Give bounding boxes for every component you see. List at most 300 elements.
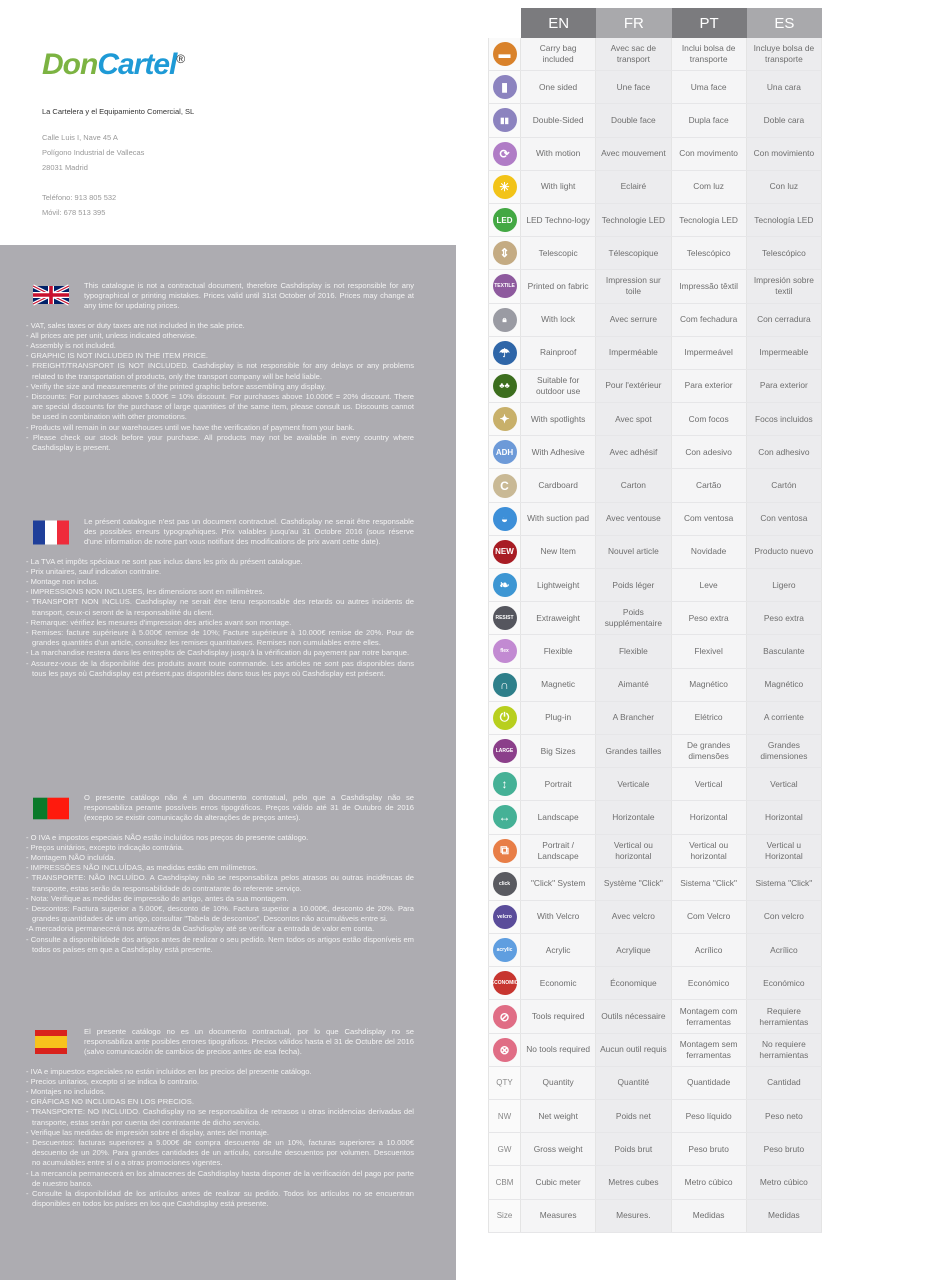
column-header: PT	[672, 8, 747, 38]
icon-cell	[488, 868, 521, 900]
notice-intro: This catalogue is not a contractual document, therefore Cashdisplay is not responsible for any typographical or printing mistakes. Prices valid until 31st October of 2016. Prices may change at any time for updating prices.	[84, 281, 414, 311]
cell-fr: Poids supplémentaire	[596, 602, 671, 634]
icon-cell	[488, 138, 521, 170]
cell-pt: Com luz	[672, 171, 747, 203]
notice-item: - Verifique las medidas de impresión sobre el display, antes del montaje.	[26, 1127, 269, 1137]
notice-item: - FREIGHT/TRANSPORT IS NOT INCLUDED. Cashdisplay is not responsible for any delays or any problems related to the transportation of products, only the transport company will be held liable.	[26, 361, 414, 381]
cell-fr: Acrylique	[596, 934, 671, 966]
cell-en: New Item	[521, 536, 596, 568]
cell-en: No tools required	[521, 1034, 596, 1066]
cell-en: Extraweight	[521, 602, 596, 634]
cell-en: Measures	[521, 1200, 596, 1232]
cell-fr: Double face	[596, 104, 671, 136]
table-row	[488, 270, 822, 303]
cell-es: Doble cara	[747, 104, 822, 136]
one-sided-icon: ▮	[493, 75, 517, 99]
address-line: Calle Luis I, Nave 45 A	[42, 133, 118, 142]
cell-es: Producto nuevo	[747, 536, 822, 568]
table-row	[488, 967, 822, 1000]
telescopic-icon: ⇕	[493, 241, 517, 265]
table-row	[488, 1166, 822, 1199]
cell-fr: Imperméable	[596, 337, 671, 369]
cell-en: Flexible	[521, 635, 596, 667]
icon-cell	[488, 1100, 521, 1132]
cell-pt: Medidas	[672, 1200, 747, 1232]
cell-pt: Cartão	[672, 469, 747, 501]
row-abbreviation: GW	[497, 1144, 512, 1154]
address-line: 28031 Madrid	[42, 163, 88, 172]
cell-pt: Sistema "Click"	[672, 868, 747, 900]
icon-cell	[488, 304, 521, 336]
icon-cell	[488, 503, 521, 535]
double-sided-icon: ▮▮	[493, 108, 517, 132]
notice-item: - TRANSPORTE: NO INCLUIDO. Cashdisplay no se responsabiliza de retrasos u otras incidencias derivadas del transporte, estas serán por cuenta del contratante de dicho servicio.	[26, 1107, 414, 1127]
notice-item: - IMPRESSIONS NON INCLUSES, les dimensions sont en millimètres.	[26, 587, 265, 597]
spain-flag	[33, 1030, 69, 1055]
icon-cell	[488, 337, 521, 369]
table-header	[521, 8, 822, 38]
cell-es: A corriente	[747, 702, 822, 734]
rotate-icon: ⧉	[493, 839, 517, 863]
cell-es: Con luz	[747, 171, 822, 203]
textile-icon: TEXTILE	[493, 274, 517, 298]
landscape-icon: ↔	[493, 805, 517, 829]
table-row	[488, 171, 822, 204]
icon-cell	[488, 835, 521, 867]
notice-item: - Precios unitarios, excepto si se indica lo contrario.	[26, 1076, 200, 1086]
table-row	[488, 1200, 822, 1233]
table-row	[488, 204, 822, 237]
icon-cell	[488, 436, 521, 468]
cell-en: With spotlights	[521, 403, 596, 435]
cell-es: Ligero	[747, 569, 822, 601]
icon-cell	[488, 901, 521, 933]
led-icon: LED	[493, 208, 517, 232]
cell-en: Lightweight	[521, 569, 596, 601]
cell-es: Focos incluidos	[747, 403, 822, 435]
cell-en: Quantity	[521, 1067, 596, 1099]
table-row	[488, 503, 822, 536]
cell-fr: Grandes tailles	[596, 735, 671, 767]
cell-es: Incluye bolsa de transporte	[747, 38, 822, 70]
cell-fr: Impression sur toile	[596, 270, 671, 302]
cell-fr: Mesures.	[596, 1200, 671, 1232]
address	[42, 130, 144, 175]
cell-en: Carry bag included	[521, 38, 596, 70]
column-header: FR	[596, 8, 671, 38]
cell-pt: Novidade	[672, 536, 747, 568]
icon-cell	[488, 569, 521, 601]
icon-cell	[488, 536, 521, 568]
doncartel-logo	[42, 48, 184, 82]
cell-fr: Aucun outil requis	[596, 1034, 671, 1066]
icon-cell	[488, 204, 521, 236]
cell-fr: Avec velcro	[596, 901, 671, 933]
cell-pt: Peso líquido	[672, 1100, 747, 1132]
cell-fr: Avec serrure	[596, 304, 671, 336]
icon-cell	[488, 669, 521, 701]
terms-panel	[0, 245, 456, 1280]
cell-en: With lock	[521, 304, 596, 336]
acrylic-icon: acrylic	[493, 938, 517, 962]
notice-item: - Please check our stock before your purchase. All products may not be available in every country where Cashdisplay is present.	[26, 432, 414, 453]
notice-item: - IVA e impuestos especiales no están incluidos en los precios del presente catálogo.	[26, 1066, 312, 1076]
table-row	[488, 901, 822, 934]
notice-item: - Prix unitaires, sauf indication contraire.	[26, 566, 162, 576]
icon-cell	[488, 967, 521, 999]
cell-pt: Vertical	[672, 768, 747, 800]
cell-es: Con ventosa	[747, 503, 822, 535]
cell-pt: Com focos	[672, 403, 747, 435]
icon-cell	[488, 1067, 521, 1099]
notice-es	[26, 1027, 414, 1209]
cell-fr: Metres cubes	[596, 1166, 671, 1198]
column-header: ES	[747, 8, 822, 38]
cell-en: Telescopic	[521, 237, 596, 269]
cell-pt: Vertical ou horizontal	[672, 835, 747, 867]
cell-pt: Leve	[672, 569, 747, 601]
cell-fr: Une face	[596, 71, 671, 103]
france-flag	[33, 520, 69, 545]
cell-pt: Peso extra	[672, 602, 747, 634]
resist-icon: RESIST	[493, 606, 517, 630]
notice-item: - GRÁFICAS NO INCLUIDAS EN LOS PRECIOS.	[26, 1097, 194, 1107]
notice-intro: El presente catálogo no es un documento contractual, por lo que Cashdisplay no se responsabiliza ante posibles errores tipográficos. Precios válidos hasta el 31 de Octubre del 2016 (salvo comunicación de cambios de precios antes de esa fecha).	[84, 1027, 414, 1057]
company-name: La Cartelera y el Equipamiento Comercial, SL	[42, 107, 195, 116]
cell-pt: Peso bruto	[672, 1133, 747, 1165]
notice-item: - Descontos: Factura superior a 5.000€, desconto de 10%. Factura superior a 10.000€, desconto de 20%. Para grandes quantidades de um artigo, consultar "Tabela de descontos". Descontos não acumuláveis entre si.	[26, 904, 414, 924]
notice-item: - Verifiy the size and measurements of the printed graphic before assembling any display.	[26, 381, 326, 391]
cell-pt: Montagem com ferramentas	[672, 1000, 747, 1032]
cell-pt: Com ventosa	[672, 503, 747, 535]
notice-item: - Assembly is not included.	[26, 341, 116, 351]
cell-fr: Technologie LED	[596, 204, 671, 236]
icon-cell	[488, 171, 521, 203]
table-row	[488, 237, 822, 270]
notice-item: - Nota: Verifique as medidas de impressão do artigo, antes da sua montagem.	[26, 893, 289, 903]
cell-en: Double-Sided	[521, 104, 596, 136]
address-line: Polígono Industrial de Vallecas	[42, 148, 145, 157]
cell-fr: Flexible	[596, 635, 671, 667]
cell-es: Metro cúbico	[747, 1166, 822, 1198]
click-icon: click	[493, 872, 517, 896]
cell-fr: Verticale	[596, 768, 671, 800]
notice-item: - GRAPHIC IS NOT INCLUDED IN THE ITEM PRICE.	[26, 351, 208, 361]
table-row	[488, 702, 822, 735]
row-abbreviation: CBM	[495, 1177, 514, 1187]
cell-fr: Poids brut	[596, 1133, 671, 1165]
notice-item: - VAT, sales taxes or duty taxes are not included in the sale price.	[26, 320, 245, 330]
cell-en: With suction pad	[521, 503, 596, 535]
column-header: EN	[521, 8, 596, 38]
notice-list	[26, 321, 414, 454]
table-row	[488, 835, 822, 868]
icon-cell	[488, 1200, 521, 1232]
table-row	[488, 735, 822, 768]
row-abbreviation: Size	[496, 1211, 513, 1221]
cell-en: Portrait / Landscape	[521, 835, 596, 867]
icon-cell	[488, 38, 521, 70]
notice-item: - Montajes no incluidos.	[26, 1087, 106, 1097]
icon-cell	[488, 469, 521, 501]
cell-pt: Quantidade	[672, 1067, 747, 1099]
notice-item: - Consulte la disponibilidad de los artículos antes de realizar su pedido. Todos los artículos no se encuentran disponibles en todos los países en los que Cashdisplay está presente.	[26, 1189, 414, 1209]
table-row	[488, 370, 822, 403]
cell-fr: Économique	[596, 967, 671, 999]
notice-item: - TRANSPORTE: NÃO INCLUÍDO. A Cashdisplay não se responsabiliza pelos atrasos ou outras incidêncas de transporte, estas serão da responsabilidade do contratante do referente serviço.	[26, 873, 414, 893]
table-row	[488, 768, 822, 801]
table-row	[488, 1067, 822, 1100]
icon-cell	[488, 702, 521, 734]
cell-es: Basculante	[747, 635, 822, 667]
table-row	[488, 569, 822, 602]
logo-text-a: Don	[42, 48, 98, 81]
table-row	[488, 801, 822, 834]
cell-es: Magnético	[747, 669, 822, 701]
notice-item: - Montagem NÃO incluída.	[26, 853, 116, 863]
icon-cell	[488, 768, 521, 800]
cell-fr: Carton	[596, 469, 671, 501]
icon-cell	[488, 934, 521, 966]
table-row	[488, 635, 822, 668]
cell-pt: Impermeável	[672, 337, 747, 369]
notice-list	[26, 1067, 414, 1210]
notice-item: - Consulte a disponibilidade dos artigos antes de realizar o seu pedido. Nem todos os artigos estão disponíveis em todos os países em que a Cashdisplay está presente.	[26, 934, 414, 954]
cell-pt: Tecnologia LED	[672, 204, 747, 236]
cell-fr: Horizontale	[596, 801, 671, 833]
table-row	[488, 337, 822, 370]
cell-en: Landscape	[521, 801, 596, 833]
cell-es: Cantidad	[747, 1067, 822, 1099]
table-body	[488, 38, 822, 1233]
registered-mark: ®	[176, 52, 185, 66]
notice-item: - Assurez-vous de la disponibilité des produits avant toute commande. Les articles ne sont pas disponibles dans tous les pays où Cashdisplay est présent.pas disponibles dans tous les pays où Cashdisplay est présent.	[26, 658, 414, 678]
cell-en: Suitable for outdoor use	[521, 370, 596, 402]
icon-cell	[488, 801, 521, 833]
cell-pt: Impressão têxtil	[672, 270, 747, 302]
cell-en: With motion	[521, 138, 596, 170]
icon-cell	[488, 237, 521, 269]
notice-intro: Le présent catalogue n'est pas un document contractuel. Cashdisplay ne serait être responsable des possibles erreurs typographiques. Prix valables jusqu'au 31 Octobre 2016 (sous réserve d'une information de notre part vous notifiant des modifications de prix avant cette date).	[84, 517, 414, 547]
notice-pt	[26, 793, 414, 955]
icon-cell	[488, 602, 521, 634]
table-row	[488, 138, 822, 171]
notice-item: - Montage non inclus.	[26, 577, 99, 587]
telephone: Teléfono: 913 805 532	[42, 193, 117, 202]
cell-es: Peso bruto	[747, 1133, 822, 1165]
notice-item: - Discounts: For purchases above 5.000€ = 10% discount. For purchases above 10.000€ = 20% discount. There are special discounts for the purchase of large quantities of the same item, please consult us. Discounts cannot be used in combination with other promotions.	[26, 392, 414, 422]
cell-es: Peso neto	[747, 1100, 822, 1132]
cell-es: Una cara	[747, 71, 822, 103]
cell-es: Vertical u Horizontal	[747, 835, 822, 867]
cell-pt: Con movimento	[672, 138, 747, 170]
uk-flag	[33, 284, 69, 309]
cell-fr: Eclairé	[596, 171, 671, 203]
cell-en: Big Sizes	[521, 735, 596, 767]
notice-item: - Remises: facture supérieure à 5.000€ remise de 10%; Facture supérieure à 10.000€ remise de 20%. Pour de grandes quantités d'un article, consultez les remises quantitatives. Remises non cumulables entre elles.	[26, 628, 414, 648]
table-row	[488, 71, 822, 104]
notice-item: - Products will remain in our warehouses until we have the verification of payment from your bank.	[26, 422, 355, 432]
cell-pt: Acrílico	[672, 934, 747, 966]
cell-pt: Dupla face	[672, 104, 747, 136]
new-icon: NEW	[493, 540, 517, 564]
cardboard-icon: C	[493, 474, 517, 498]
cell-en: With Adhesive	[521, 436, 596, 468]
mobile: Móvil: 678 513 395	[42, 208, 106, 217]
motion-icon: ⟳	[493, 142, 517, 166]
cell-en: With light	[521, 171, 596, 203]
notice-item: - Descuentos: facturas superiores a 5.000€ de compra descuento de un 10%, facturas superiores a 10.000€ descuento de un 20%. Para grandes cantidades de un artículo, consulte descuentos por volumen. Descuentos no acumulables entre sí o a otras promociones vigentes.	[26, 1138, 414, 1168]
cell-es: Vertical	[747, 768, 822, 800]
notice-item: - Preços unitários, excepto indicação contrária.	[26, 842, 184, 852]
row-abbreviation: QTY	[496, 1078, 513, 1088]
trees-icon: ♣♣	[493, 374, 517, 398]
icon-cell	[488, 735, 521, 767]
logo-text-b: Cartel	[97, 48, 177, 81]
cell-fr: Nouvel article	[596, 536, 671, 568]
cell-pt: Magnético	[672, 669, 747, 701]
cell-en: "Click" System	[521, 868, 596, 900]
flex-icon: flex	[493, 639, 517, 663]
cell-pt: Con adesivo	[672, 436, 747, 468]
notice-item: - O IVA e impostos especiais NÃO estão incluídos nos preços do presente catálogo.	[26, 832, 309, 842]
cell-es: Acrílico	[747, 934, 822, 966]
portrait-icon: ↕	[493, 772, 517, 796]
cell-pt: Metro cúbico	[672, 1166, 747, 1198]
notice-item: - La TVA et impôts spéciaux ne sont pas inclus dans les prix du présent catalogue.	[26, 556, 303, 566]
cell-es: Con velcro	[747, 901, 822, 933]
spotlight-icon: ✦	[493, 407, 517, 431]
notice-item: -A mercadoria permanecerá nos armazéns da Cashdisplay até se verificar a entrada de valor em conta.	[26, 924, 375, 934]
feather-icon: ❧	[493, 573, 517, 597]
cell-en: Rainproof	[521, 337, 596, 369]
icon-cell	[488, 104, 521, 136]
cell-es: Impresión sobre textil	[747, 270, 822, 302]
cell-es: Con adhesivo	[747, 436, 822, 468]
velcro-icon: velcro	[493, 905, 517, 929]
table-row	[488, 868, 822, 901]
table-row	[488, 669, 822, 702]
cell-en: Cardboard	[521, 469, 596, 501]
cell-fr: Vertical ou horizontal	[596, 835, 671, 867]
plug-icon: ⏻	[493, 706, 517, 730]
cell-fr: Télescopique	[596, 237, 671, 269]
cell-fr: Système "Click"	[596, 868, 671, 900]
notice-item: - IMPRESSÕES NÃO INCLUÍDAS, as medidas estão em milímetros.	[26, 863, 258, 873]
cell-en: Economic	[521, 967, 596, 999]
icon-cell	[488, 370, 521, 402]
cell-fr: Quantité	[596, 1067, 671, 1099]
cell-en: Net weight	[521, 1100, 596, 1132]
cell-en: With Velcro	[521, 901, 596, 933]
cell-es: Tecnología LED	[747, 204, 822, 236]
table-row	[488, 1000, 822, 1033]
row-abbreviation: NW	[497, 1111, 512, 1121]
notice-en	[26, 281, 414, 453]
cell-en: Tools required	[521, 1000, 596, 1032]
economic-icon: ECONOMIC	[493, 971, 517, 995]
cell-en: One sided	[521, 71, 596, 103]
cell-pt: Horizontal	[672, 801, 747, 833]
cell-fr: Pour l'extérieur	[596, 370, 671, 402]
cell-pt: Telescópico	[672, 237, 747, 269]
table-row	[488, 1100, 822, 1133]
icon-cell	[488, 635, 521, 667]
cell-es: Requiere herramientas	[747, 1000, 822, 1032]
table-row	[488, 403, 822, 436]
cell-fr: Avec sac de transport	[596, 38, 671, 70]
cell-fr: Avec adhésif	[596, 436, 671, 468]
cell-es: Peso extra	[747, 602, 822, 634]
notice-item: - Remarque: vérifiez les mesures d'impression des articles avant son montage.	[26, 617, 292, 627]
cell-en: Cubic meter	[521, 1166, 596, 1198]
lock-icon: 🔒︎	[493, 308, 517, 332]
icon-cell	[488, 270, 521, 302]
cell-en: Gross weight	[521, 1133, 596, 1165]
cell-pt: De grandes dimensões	[672, 735, 747, 767]
cell-pt: Inclui bolsa de transporte	[672, 38, 747, 70]
phones	[42, 190, 116, 220]
cell-en: Portrait	[521, 768, 596, 800]
notice-item: - All prices are per unit, unless indicated otherwise.	[26, 330, 197, 340]
carry-bag-icon: ▬	[493, 42, 517, 66]
cell-en: Printed on fabric	[521, 270, 596, 302]
table-row	[488, 436, 822, 469]
table-row	[488, 536, 822, 569]
cell-fr: Aimanté	[596, 669, 671, 701]
icon-cell	[488, 1166, 521, 1198]
light-icon: ☀	[493, 175, 517, 199]
cell-fr: Avec ventouse	[596, 503, 671, 535]
portugal-flag	[33, 796, 69, 821]
table-row	[488, 1034, 822, 1067]
cell-pt: Com fechadura	[672, 304, 747, 336]
adhesive-icon: ADH	[493, 440, 517, 464]
cell-pt: Com Velcro	[672, 901, 747, 933]
cell-es: Impermeable	[747, 337, 822, 369]
magnet-icon: ∩	[493, 673, 517, 697]
no-tools-icon: ⊗	[493, 1038, 517, 1062]
cell-pt: Flexivel	[672, 635, 747, 667]
cell-pt: Elétrico	[672, 702, 747, 734]
cell-es: Con cerradura	[747, 304, 822, 336]
notice-item: - La mercancía permanecerá en los almacenes de Cashdisplay hasta disponer de la verificación del pago por parte de nuestro banco.	[26, 1168, 414, 1188]
notice-list	[26, 557, 414, 679]
cell-en: Acrylic	[521, 934, 596, 966]
cell-es: Sistema "Click"	[747, 868, 822, 900]
icon-legend-table	[488, 8, 822, 1233]
suction-pad-icon: ◒	[493, 507, 517, 531]
cell-fr: Poids net	[596, 1100, 671, 1132]
cell-es: Para exterior	[747, 370, 822, 402]
cell-pt: Uma face	[672, 71, 747, 103]
cell-en: LED Techno-logy	[521, 204, 596, 236]
cell-fr: Poids léger	[596, 569, 671, 601]
large-icon: LARGE	[493, 739, 517, 763]
cell-es: Cartón	[747, 469, 822, 501]
icon-cell	[488, 1034, 521, 1066]
notice-item: - La marchandise restera dans les entrepôts de Cashdisplay jusqu'à la vérification du payement par notre banque.	[26, 648, 410, 658]
icon-cell	[488, 1000, 521, 1032]
icon-cell	[488, 1133, 521, 1165]
table-row	[488, 38, 822, 71]
icon-cell	[488, 71, 521, 103]
icon-cell	[488, 403, 521, 435]
table-row	[488, 934, 822, 967]
tools-required-icon: ⊘	[493, 1005, 517, 1029]
table-row	[488, 469, 822, 502]
cell-fr: Avec spot	[596, 403, 671, 435]
